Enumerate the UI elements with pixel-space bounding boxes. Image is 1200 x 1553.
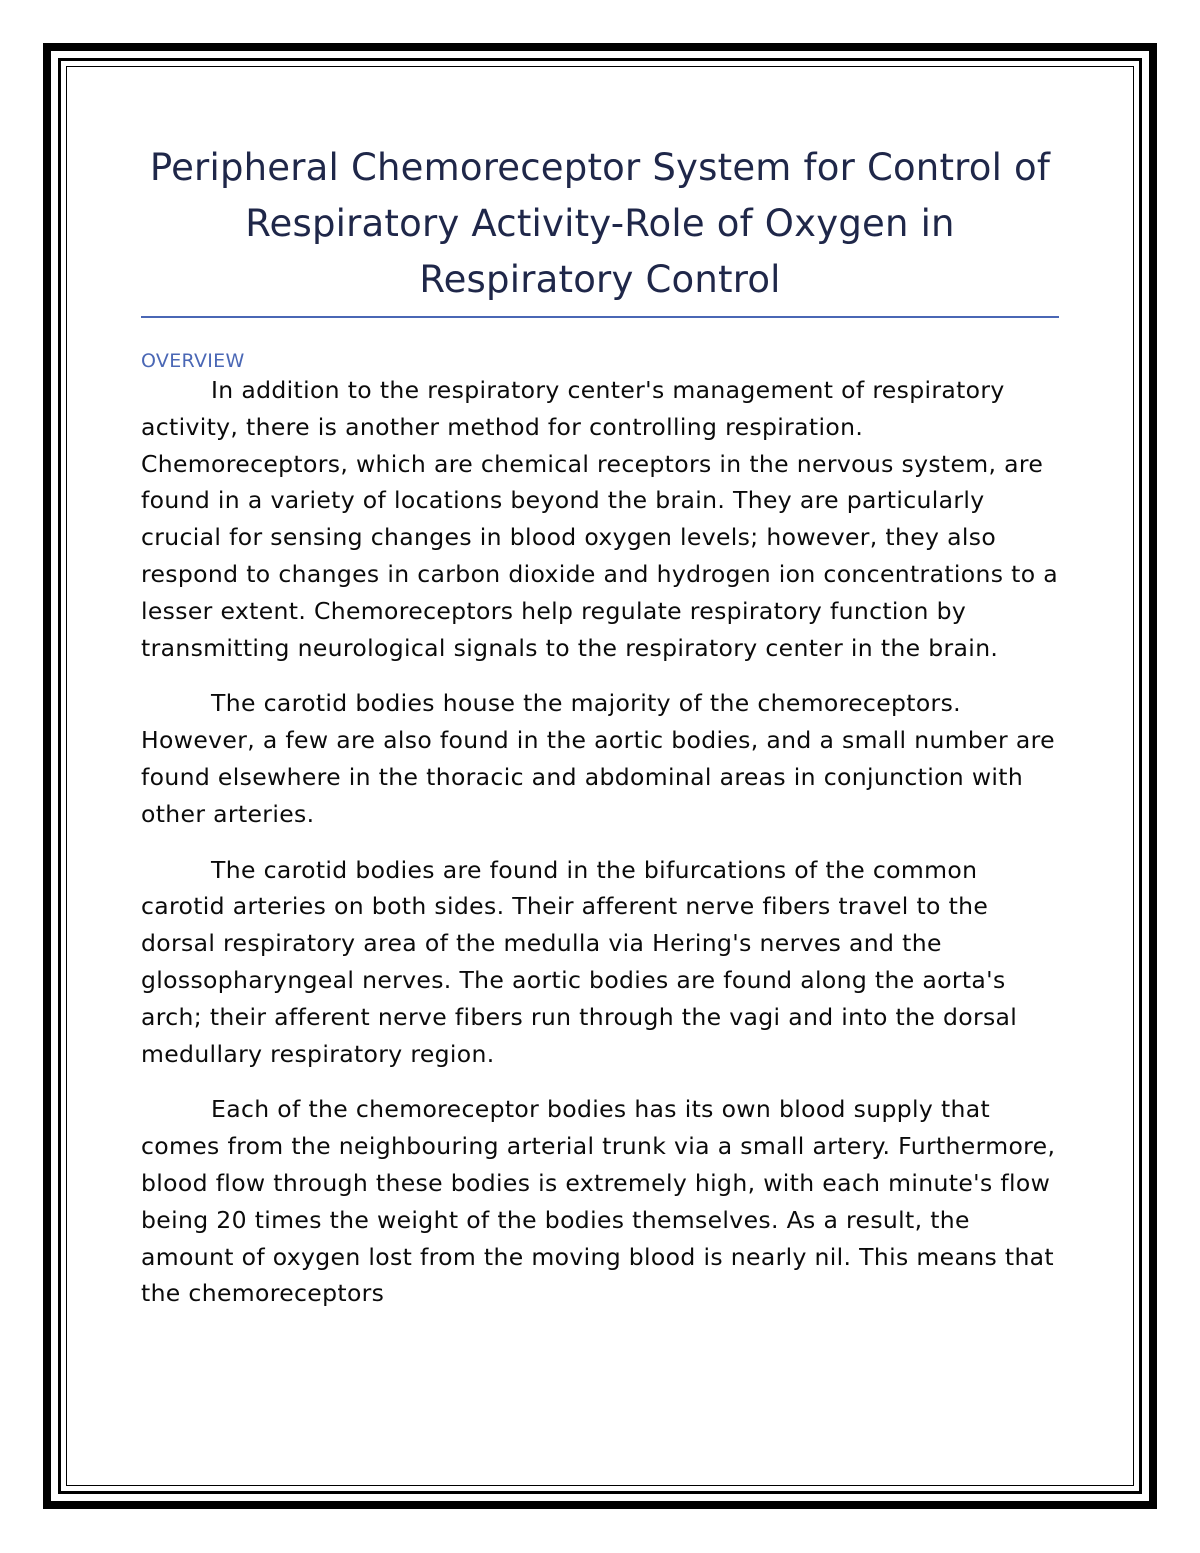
body-paragraph: In addition to the respiratory center's management of respiratory activity, there is another method for controlling respiration. Chemoreceptors, which are chemical receptors in the nervous system, are found in a variety of locations beyond the brain. They are particularly crucial for sensing changes in blood oxygen levels; however, they also respond to changes in carbon dioxide and hydrogen ion concentrations to a lesser extent. Chemoreceptors help regulate respiratory function by transmitting neurological signals to the respiratory center in the brain. xyxy=(141,376,1059,662)
document-content xyxy=(141,140,1059,1312)
title-underline xyxy=(141,316,1059,318)
document-title: Peripheral Chemoreceptor System for Control of Respiratory Activity-Role of Oxygen in Respiratory Control xyxy=(149,146,1051,301)
body-paragraph: Each of the chemoreceptor bodies has its own blood supply that comes from the neighbouring arterial trunk via a small artery. Furthermore, blood flow through these bodies is extremely high, with each minute's flow being 20 times the weight of the bodies themselves. As a result, the amount of oxygen lost from the moving blood is nearly nil. This means that the chemoreceptors xyxy=(141,1095,1056,1308)
section-heading-overview: OVERVIEW xyxy=(141,350,245,372)
body-paragraph: The carotid bodies house the majority of the chemoreceptors. However, a few are also found in the aortic bodies, and a small number are found elsewhere in the thoracic and abdominal areas in conjunction with other arteries. xyxy=(141,689,1055,828)
body-paragraph: The carotid bodies are found in the bifurcations of the common carotid arteries on both sides. Their afferent nerve fibers travel to the dorsal respiratory area of the medulla via Hering's nerves and the glossopharyngeal nerves. The aortic bodies are found along the aorta's arch; their afferent nerve fibers run through the vagi and into the dorsal medullary respiratory region. xyxy=(141,855,1018,1068)
